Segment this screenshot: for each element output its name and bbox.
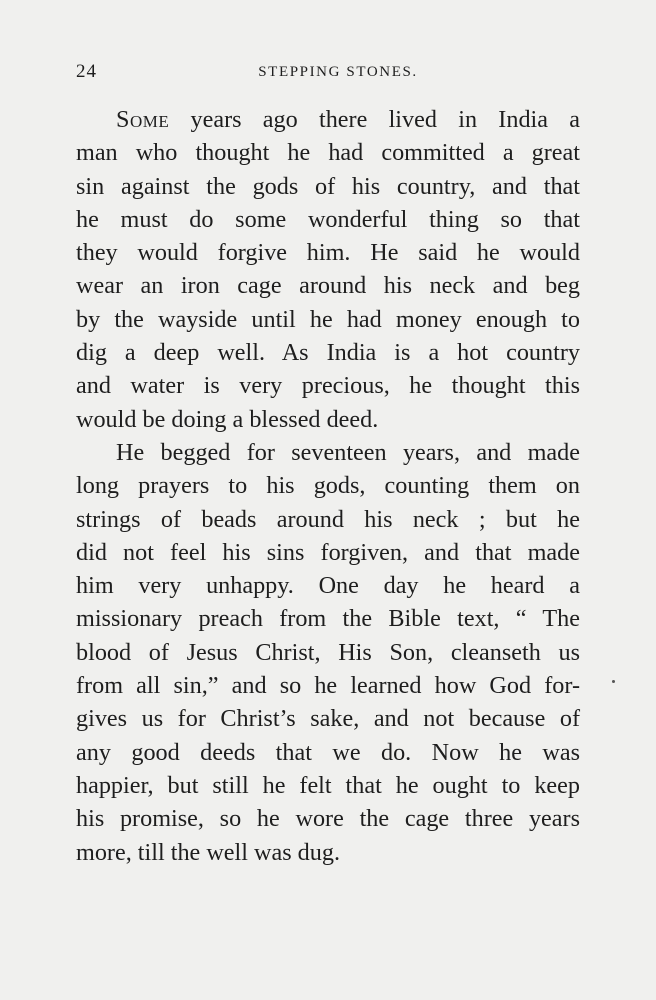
text-line xyxy=(76,103,580,136)
lead-word: Some xyxy=(116,106,170,133)
text-line: any good deeds that we do. Now he was xyxy=(76,738,580,766)
body-text xyxy=(76,103,580,869)
text-line: happier, but still he felt that he ought to keep xyxy=(76,771,580,799)
text-line: he must do some wonderful thing so that xyxy=(76,205,580,233)
text-line: wear an iron cage around his neck and beg xyxy=(76,272,580,300)
running-head xyxy=(76,61,580,85)
text-line: blood of Jesus Christ, His Son, cleanseth us xyxy=(76,638,580,666)
text-line: would be doing a blessed deed. xyxy=(76,405,379,433)
text-line: sin against the gods of his country, and that xyxy=(76,172,580,200)
text-line: from all sin,” and so he learned how God for- xyxy=(76,672,580,700)
text-line: his promise, so he wore the cage three years xyxy=(76,805,580,833)
text-line: strings of beads around his neck ; but he xyxy=(76,505,580,533)
text-line: missionary preach from the Bible text, “ The xyxy=(76,605,580,633)
print-speck xyxy=(612,680,615,683)
page-number: 24 xyxy=(76,61,97,82)
text-line: and water is very precious, he thought this xyxy=(76,372,580,400)
text-line: He begged for seventeen years, and made xyxy=(116,438,580,466)
text-line: did not feel his sins forgiven, and that made xyxy=(76,538,580,566)
text-line: him very unhappy. One day he heard a xyxy=(76,572,580,600)
text-line: by the wayside until he had money enough to xyxy=(76,305,580,333)
running-head-title: STEPPING STONES. xyxy=(258,64,418,80)
text-line: man who thought he had committed a great xyxy=(76,139,580,167)
text-line: long prayers to his gods, counting them on xyxy=(76,472,580,500)
text-line: dig a deep well. As India is a hot country xyxy=(76,339,580,367)
paragraph-2 xyxy=(76,436,580,869)
text-line: gives us for Christ’s sake, and not because of xyxy=(76,705,580,733)
paragraph-1 xyxy=(76,103,580,436)
text-line-content: years ago there lived in India a xyxy=(169,106,580,133)
text-line: more, till the well was dug. xyxy=(76,838,340,866)
text-line: they would forgive him. He said he would xyxy=(76,239,580,267)
